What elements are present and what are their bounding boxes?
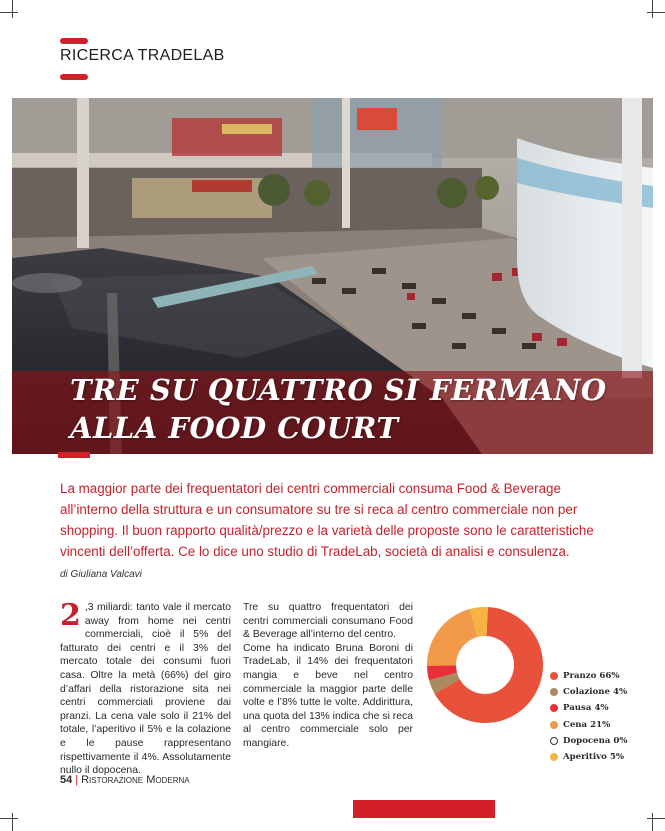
legend-swatch <box>550 704 558 712</box>
crop-mark <box>652 0 653 18</box>
page-number: 54 <box>60 774 73 786</box>
legend-swatch <box>550 753 558 761</box>
body-column-2-para-2: Come ha indicato Bruna Boroni di TradeLab, il 14% dei frequentatori mangia e beve nel centro commerciale la maggior parte delle volte e l’8% tutte le volte. Addirittura, una quota del 13% indica che si reca al centro commerciale solo per mangiare. <box>243 642 413 749</box>
section-title: RICERCA TRADELAB <box>60 47 225 64</box>
body-column-1 <box>60 598 231 778</box>
legend-label: Dopocena 0% <box>563 735 628 746</box>
crop-mark <box>652 813 653 831</box>
body-column-2-para-1: Tre su quattro frequentatori dei centri commerciali consumano Food & Beverage all’interno del centro. <box>243 602 413 641</box>
crop-mark <box>0 12 18 13</box>
lead-paragraph: La maggior parte dei frequentatori dei centri commerciali consuma Food & Beverage all’interno della struttura e un consumatore su tre si reca al centro commerciale non per shopping. Il buon rapporto qualità/prezzo e la varietà delle proposte sono le caratteristiche vincenti dell’offerta. Ce lo dice uno studio di TradeLab, società di analisi e consulenza. <box>60 481 594 559</box>
byline: di Giuliana Valcavi <box>60 569 142 580</box>
title-band <box>12 371 653 454</box>
crop-mark <box>12 813 13 831</box>
legend-swatch <box>550 737 558 745</box>
legend-label: Cena 21% <box>563 719 611 730</box>
article-title-line-2: ALLA FOOD COURT <box>70 411 399 445</box>
crop-mark <box>12 0 13 18</box>
crop-mark <box>647 12 665 13</box>
bottom-accent-bar <box>353 800 495 818</box>
body-column-2 <box>243 601 413 751</box>
donut-chart <box>425 605 545 725</box>
crop-mark <box>647 818 665 819</box>
section-accent-bottom <box>60 74 88 80</box>
article-title-line-1: TRE SU QUATTRO SI FERMANO <box>70 373 607 407</box>
legend-label: Pausa 4% <box>563 703 609 714</box>
title-underline <box>58 452 90 458</box>
legend-swatch <box>550 721 558 729</box>
magazine-name: Ristorazione Moderna <box>81 774 190 786</box>
legend-label: Colazione 4% <box>563 687 628 698</box>
hero-image <box>12 98 653 454</box>
footer-separator: | <box>75 774 79 786</box>
crop-mark <box>0 818 18 819</box>
section-accent-top <box>60 38 88 44</box>
pie-slice-cena <box>427 609 477 666</box>
legend-swatch <box>550 688 558 696</box>
drop-cap: 2 <box>60 598 81 633</box>
page-footer <box>60 774 190 786</box>
legend-label: Aperitivo 5% <box>563 751 625 762</box>
body-column-1-text: ,3 miliardi: tanto vale il mercato away from home nei centri commerciali, cioè il 5% del fatturato dei centri e il 3% del mercato totale dei consumi fuori casa. Oltre la metà (66%) del giro d’affari della ristorazione sita nei centri commerciali proviene dai pranzi. La cena vale solo il 21% del totale, l’aperitivo il 5% e la colazione e le pause rappresentano rispettivamente il 4%. Assolutamente nullo il dopocena. <box>60 602 231 777</box>
legend-label: Pranzo 66% <box>563 671 620 681</box>
legend-swatch <box>550 672 558 680</box>
